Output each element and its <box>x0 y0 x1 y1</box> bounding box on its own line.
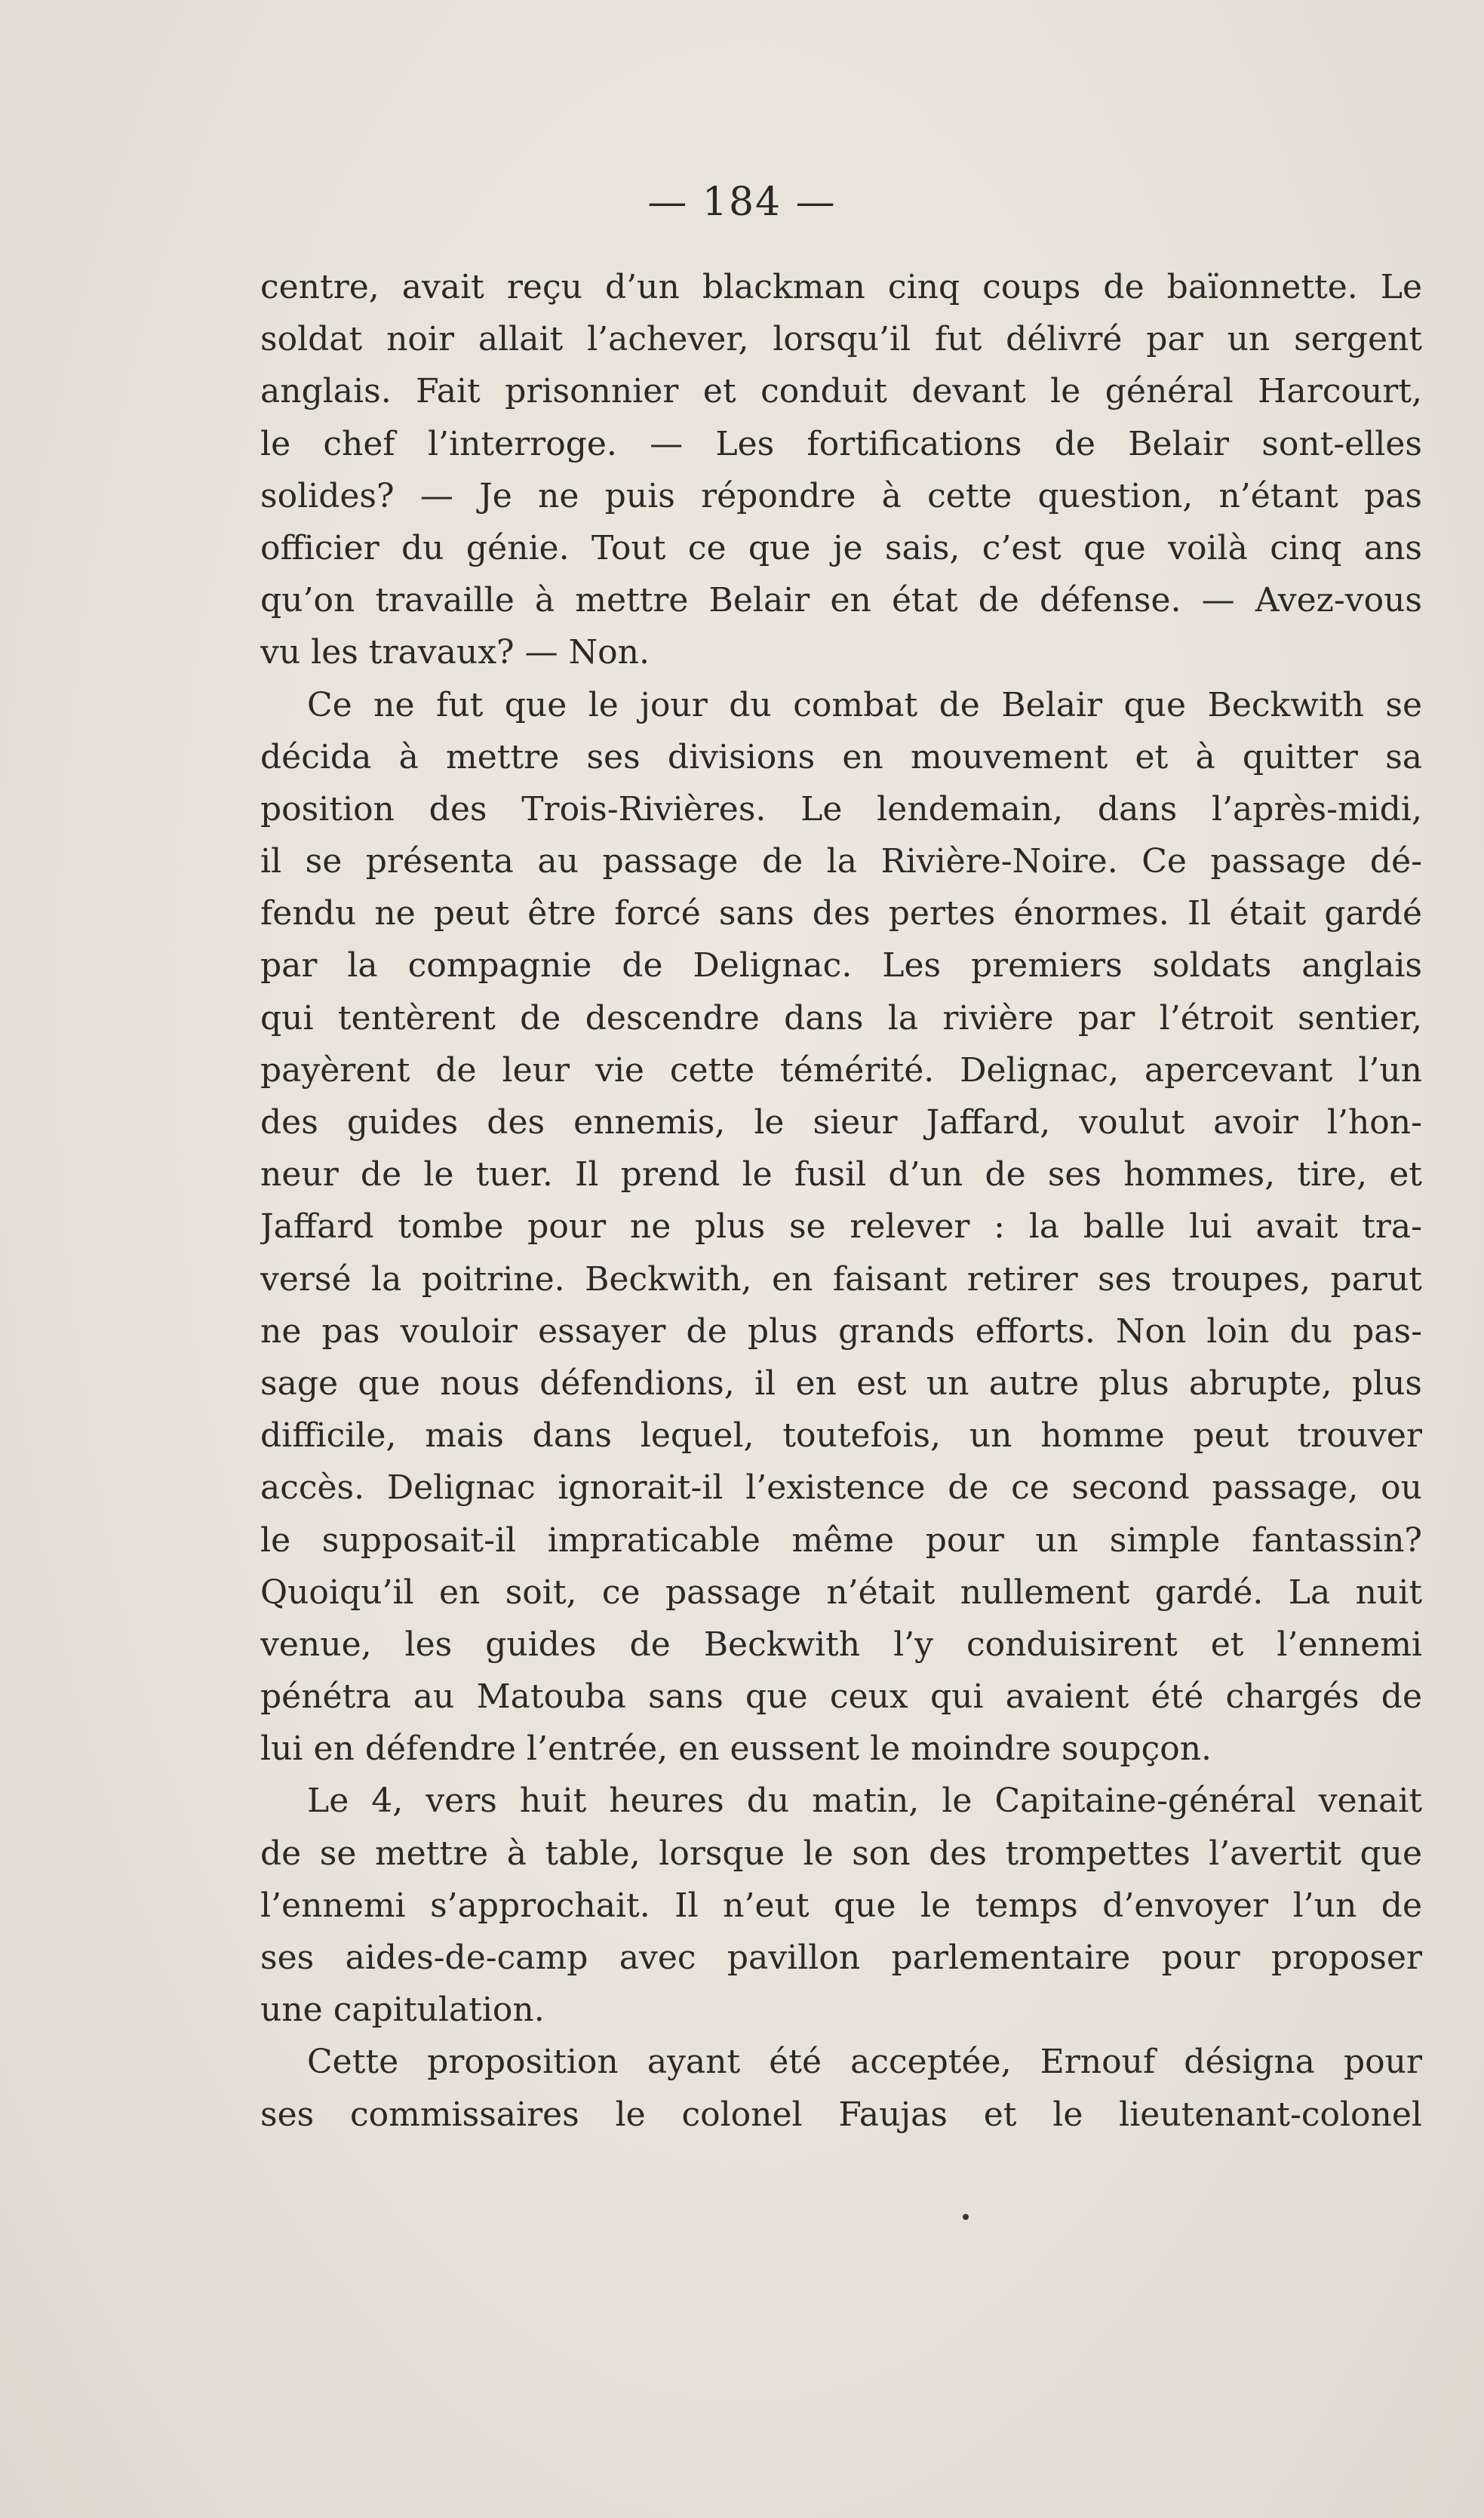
text-line: officier du génie. Tout ce que je sais, c’est que voilà cinq ans <box>260 528 1422 567</box>
text-line: soldat noir allait l’achever, lorsqu’il fut délivré par un sergent <box>260 320 1422 359</box>
text-line: il se présenta au passage de la Rivière-Noire. Ce passage dé- <box>260 842 1422 881</box>
text-line: venue, les guides de Beckwith l’y conduisirent et l’ennemi <box>260 1625 1422 1664</box>
text-line: Jaffard tombe pour ne plus se relever : la balle lui avait tra- <box>260 1207 1422 1247</box>
text-line: le chef l’interroge. — Les fortifications de Belair sont-elles <box>260 424 1422 463</box>
text-line: payèrent de leur vie cette témérité. Delignac, apercevant l’un <box>260 1050 1422 1090</box>
ink-speck <box>963 2214 969 2220</box>
text-line: lui en défendre l’entrée, en eussent le moindre soupçon. <box>260 1729 1212 1769</box>
text-line: position des Trois-Rivières. Le lendemain, dans l’après-midi, <box>260 789 1422 829</box>
text-line: accès. Delignac ignorait-il l’existence de ce second passage, ou <box>260 1468 1422 1508</box>
text-line: ses commissaires le colonel Faujas et le lieutenant-colonel <box>260 2095 1422 2134</box>
text-line: ses aides-de-camp avec pavillon parlementaire pour proposer <box>260 1938 1422 1977</box>
text-line: sage que nous défendions, il en est un autre plus abrupte, plus <box>260 1364 1422 1403</box>
text-line: Le 4, vers huit heures du matin, le Capitaine-général venait <box>307 1782 1422 1821</box>
text-line: décida à mettre ses divisions en mouvement et à quitter sa <box>260 737 1422 776</box>
text-line: difficile, mais dans lequel, toutefois, un homme peut trouver <box>260 1416 1422 1456</box>
text-line: solides? — Je ne puis répondre à cette question, n’étant pas <box>260 476 1422 515</box>
text-line: neur de le tuer. Il prend le fusil d’un de ses hommes, tire, et <box>260 1155 1422 1194</box>
page-number: — 184 — <box>647 180 837 225</box>
text-line: une capitulation. <box>260 1991 545 2030</box>
text-line: versé la poitrine. Beckwith, en faisant retirer ses troupes, parut <box>260 1259 1422 1299</box>
text-line: Quoiqu’il en soit, ce passage n’était nullement gardé. La nuit <box>260 1573 1422 1612</box>
text-line: le supposait-il impraticable même pour un simple fantassin? <box>260 1520 1422 1560</box>
text-line: qu’on travaille à mettre Belair en état de défense. — Avez-vous <box>260 581 1422 620</box>
text-line: de se mettre à table, lorsque le son des trompettes l’avertit que <box>260 1834 1422 1873</box>
text-line: l’ennemi s’approchait. Il n’eut que le temps d’envoyer l’un de <box>260 1886 1422 1925</box>
text-line: par la compagnie de Delignac. Les premiers soldats anglais <box>260 946 1422 985</box>
text-line: centre, avait reçu d’un blackman cinq coups de baïonnette. Le <box>260 268 1422 306</box>
text-line: Cette proposition ayant été acceptée, Ernouf désigna pour <box>307 2043 1422 2082</box>
text-line: des guides des ennemis, le sieur Jaffard, voulut avoir l’hon- <box>260 1103 1422 1142</box>
body-text <box>260 261 1422 2141</box>
text-line: Ce ne fut que le jour du combat de Belair que Beckwith se <box>307 685 1422 724</box>
text-line: anglais. Fait prisonnier et conduit devant le général Harcourt, <box>260 372 1422 411</box>
text-line: ne pas vouloir essayer de plus grands efforts. Non loin du pas- <box>260 1311 1422 1351</box>
text-line: vu les travaux? — Non. <box>260 633 650 672</box>
text-line: pénétra au Matouba sans que ceux qui avaient été chargés de <box>260 1677 1422 1717</box>
text-line: qui tentèrent de descendre dans la rivière par l’étroit sentier, <box>260 998 1422 1038</box>
text-line: fendu ne peut être forcé sans des pertes énormes. Il était gardé <box>260 894 1422 933</box>
